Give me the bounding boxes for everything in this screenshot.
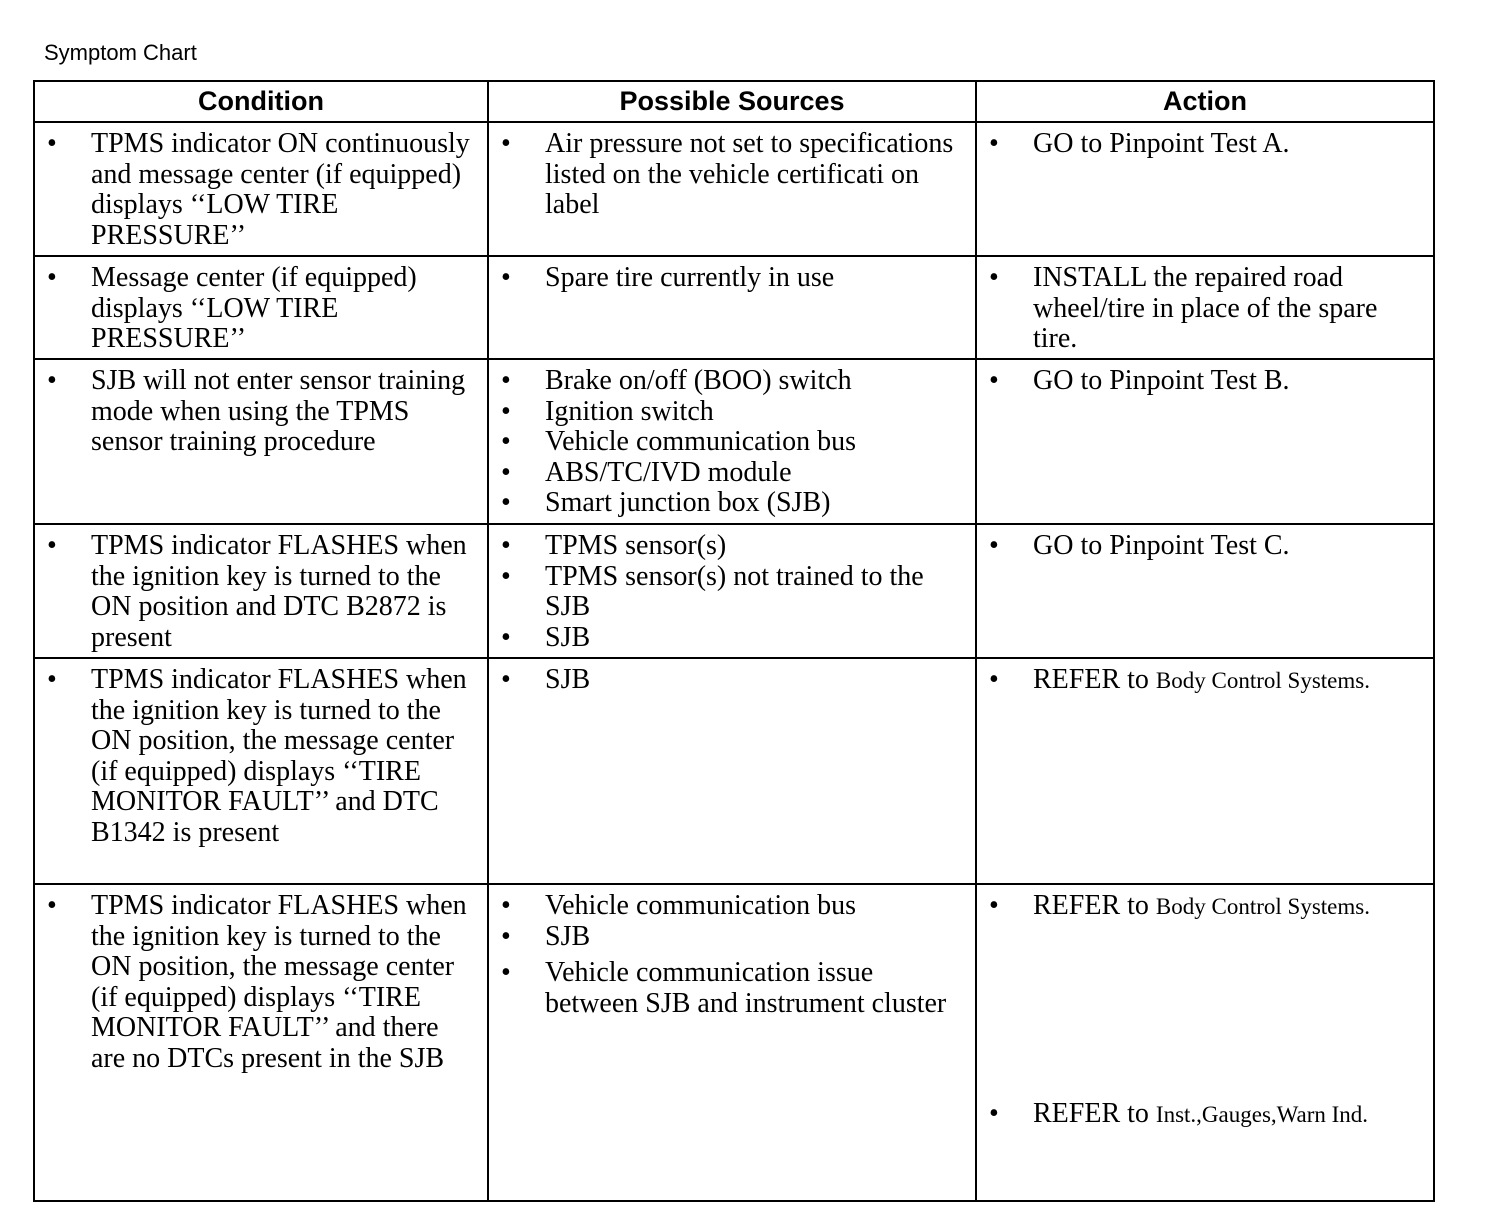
- list-item: [489, 562, 967, 623]
- list-item: [977, 891, 1425, 923]
- action-text: GO to Pinpoint Test B.: [1033, 365, 1290, 396]
- condition-cell: [34, 122, 488, 256]
- table-row: [34, 359, 1434, 524]
- condition-text: Message center (if equipped) displays ‘‘LOW TIRE PRESSURE’’: [91, 262, 417, 354]
- bullet-icon: •: [501, 920, 511, 952]
- action-text: [1033, 665, 1425, 697]
- bullet-icon: •: [501, 395, 511, 427]
- condition-text: TPMS indicator FLASHES when the ignition key is turned to the ON position, the message center (if equipped) displays ‘‘TIRE MONITOR FAULT’’ and there are no DTCs present in the SJB: [91, 890, 467, 1074]
- sources-cell: [488, 122, 976, 256]
- source-text: SJB: [545, 664, 591, 695]
- source-text: Ignition switch: [545, 395, 714, 427]
- source-text: ABS/TC/IVD module: [545, 456, 792, 488]
- bullet-icon: •: [501, 128, 511, 159]
- chart-title: Symptom Chart: [44, 40, 197, 65]
- bullet-icon: •: [501, 957, 511, 988]
- source-text: Vehicle communication issue between SJB and instrument cluster: [545, 957, 947, 1019]
- list-item: [489, 531, 967, 562]
- bullet-icon: •: [989, 890, 999, 921]
- bullet-icon: •: [989, 530, 999, 561]
- action-prefix: REFER to: [1033, 664, 1149, 695]
- action-cell: [976, 658, 1434, 884]
- list-item: [977, 1099, 1425, 1131]
- sources-cell: [488, 524, 976, 658]
- list-item: [489, 891, 967, 922]
- action-cell: [976, 122, 1434, 256]
- bullet-icon: •: [989, 262, 999, 293]
- sources-cell: [488, 359, 976, 524]
- list-item: [489, 488, 967, 519]
- table-row: [34, 524, 1434, 658]
- bullet-icon: •: [989, 128, 999, 159]
- sources-cell: [488, 884, 976, 1201]
- source-text: Vehicle communication bus: [545, 426, 857, 457]
- action-prefix: REFER to: [1033, 890, 1149, 921]
- list-item: [35, 263, 479, 355]
- source-text: TPMS sensor(s) not trained to the SJB: [545, 560, 924, 622]
- bullet-icon: •: [501, 262, 511, 293]
- bullet-icon: •: [501, 487, 511, 518]
- list-item: [489, 397, 967, 428]
- condition-text: TPMS indicator FLASHES when the ignition key is turned to the ON position, the message center (if equipped) displays ‘‘TIRE MONITOR FAULT’’ and DTC B1342 is present: [91, 664, 467, 848]
- condition-cell: [34, 256, 488, 359]
- source-text: Brake on/off (BOO) switch: [545, 365, 852, 396]
- source-text: Spare tire currently in use: [545, 262, 835, 293]
- list-item: [35, 366, 479, 458]
- action-cell: [976, 256, 1434, 359]
- header-action: Action: [976, 81, 1434, 122]
- bullet-icon: •: [989, 365, 999, 396]
- action-text: INSTALL the repaired road wheel/tire in place of the spare tire.: [1033, 262, 1378, 354]
- header-condition: Condition: [34, 81, 488, 122]
- header-row: [34, 81, 1434, 122]
- bullet-icon: •: [47, 530, 57, 561]
- list-item: [489, 263, 967, 294]
- list-item: [489, 922, 967, 953]
- condition-cell: [34, 359, 488, 524]
- list-item: [977, 665, 1425, 697]
- list-item: [489, 958, 967, 1019]
- action-cell: [976, 884, 1434, 1201]
- bullet-icon: •: [501, 621, 511, 653]
- list-item: [489, 366, 967, 397]
- action-reference: Body Control Systems.: [1155, 894, 1370, 919]
- action-cell: [976, 359, 1434, 524]
- table-row: [34, 658, 1434, 884]
- bullet-icon: •: [47, 262, 57, 293]
- bullet-icon: •: [501, 365, 511, 396]
- bullet-icon: •: [501, 426, 511, 457]
- list-item: [35, 891, 479, 1074]
- list-item: [489, 458, 967, 489]
- list-item: [489, 623, 967, 654]
- source-text: Vehicle communication bus: [545, 890, 857, 921]
- condition-text: SJB will not enter sensor training mode when using the TPMS sensor training procedure: [91, 365, 466, 457]
- bullet-icon: •: [47, 890, 57, 921]
- source-text: SJB: [545, 621, 591, 653]
- source-text: TPMS sensor(s): [545, 530, 727, 561]
- source-text: Air pressure not set to specifications listed on the vehicle certificati on label: [545, 128, 954, 220]
- bullet-icon: •: [501, 530, 511, 561]
- bullet-icon: •: [501, 456, 511, 488]
- list-item: [35, 531, 479, 653]
- condition-cell: [34, 524, 488, 658]
- sources-cell: [488, 256, 976, 359]
- condition-text: TPMS indicator ON continuously and message center (if equipped) displays ‘‘LOW TIRE PRESSURE’’: [91, 128, 470, 251]
- sources-cell: [488, 658, 976, 884]
- action-text: GO to Pinpoint Test A.: [1033, 128, 1290, 159]
- action-text: [1033, 1099, 1425, 1131]
- bullet-icon: •: [47, 365, 57, 396]
- table-row: [34, 256, 1434, 359]
- condition-cell: [34, 884, 488, 1201]
- symptom-chart-table: [33, 80, 1435, 1202]
- action-cell: [976, 524, 1434, 658]
- list-item: [977, 263, 1425, 355]
- bullet-icon: •: [501, 664, 511, 695]
- bullet-icon: •: [989, 664, 999, 695]
- condition-text: TPMS indicator FLASHES when the ignition key is turned to the ON position and DTC B2872 is present: [91, 530, 467, 653]
- bullet-icon: •: [47, 128, 57, 159]
- action-reference: Inst.,Gauges,Warn Ind.: [1155, 1101, 1369, 1127]
- list-item: [489, 427, 967, 458]
- list-item: [977, 366, 1425, 397]
- list-item: [489, 665, 967, 696]
- list-item: [977, 129, 1425, 160]
- bullet-icon: •: [501, 890, 511, 921]
- action-text: [1033, 891, 1425, 923]
- action-prefix: REFER to: [1033, 1097, 1149, 1129]
- header-possible-sources: Possible Sources: [488, 81, 976, 122]
- source-text: Smart junction box (SJB): [545, 487, 831, 518]
- bullet-icon: •: [47, 664, 57, 695]
- action-reference: Body Control Systems.: [1155, 668, 1370, 693]
- bullet-icon: •: [989, 1097, 999, 1129]
- list-item: [977, 531, 1425, 562]
- table-row: [34, 884, 1434, 1201]
- source-text: SJB: [545, 920, 591, 952]
- action-text: GO to Pinpoint Test C.: [1033, 530, 1290, 561]
- bullet-icon: •: [501, 560, 511, 592]
- table-row: [34, 122, 1434, 256]
- list-item: [35, 665, 479, 848]
- list-item: [35, 129, 479, 251]
- condition-cell: [34, 658, 488, 884]
- list-item: [489, 129, 967, 221]
